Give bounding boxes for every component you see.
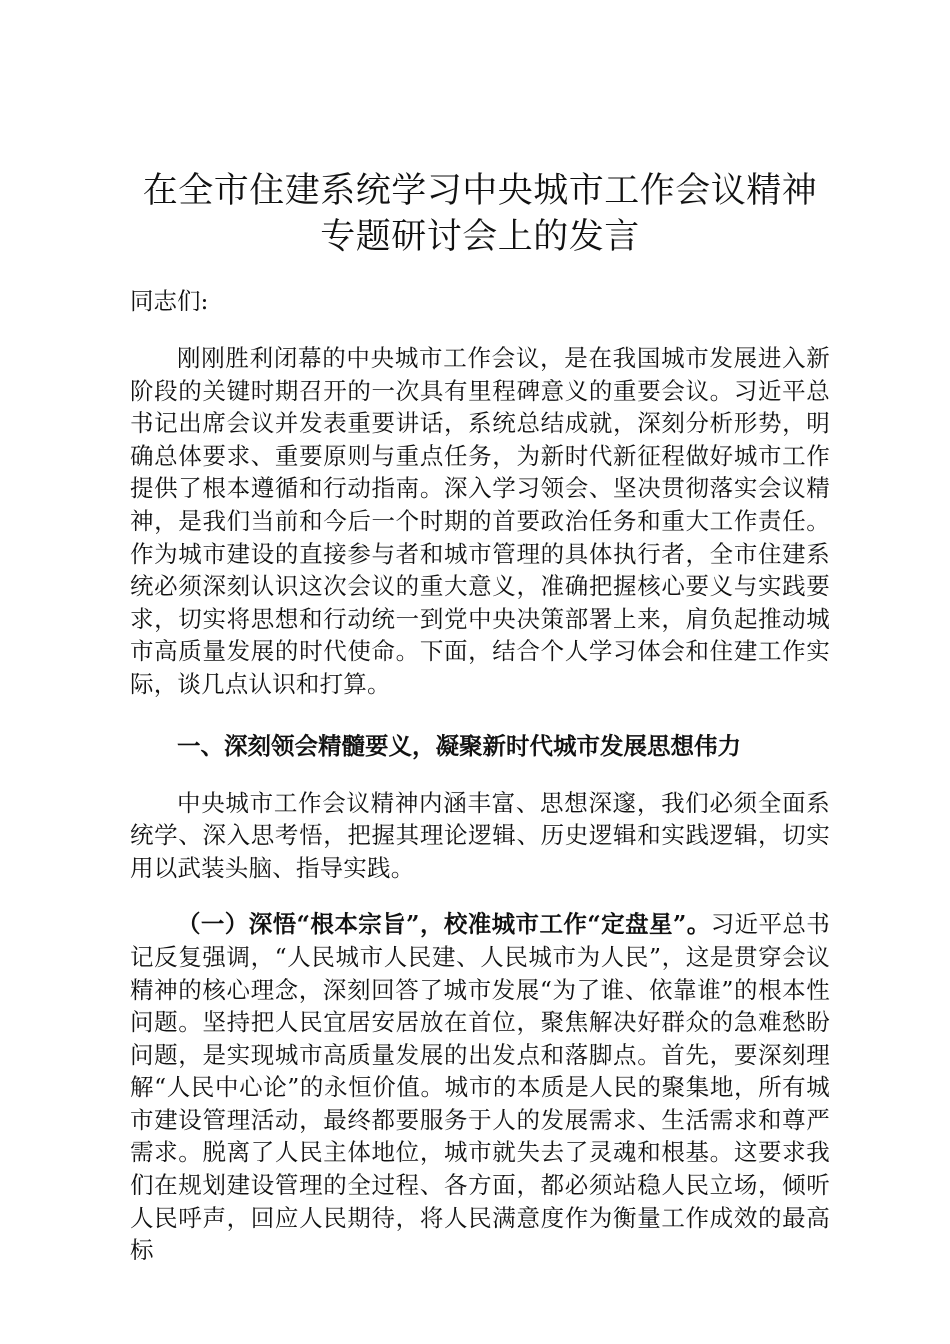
paragraph-section-1-intro: 中央城市工作会议精神内涵丰富、思想深邃，我们必须全面系统学、深入思考悟，把握其理论逻辑、历史逻辑和实践逻辑，切实用以武装头脑、指导实践。 [130, 788, 830, 882]
paragraph-subsection-1 [130, 908, 830, 1267]
paragraph-intro: 刚刚胜利闭幕的中央城市工作会议，是在我国城市发展进入新阶段的关键时期召开的一次具有里程碑意义的重要会议。习近平总书记出席会议并发表重要讲话，系统总结成就，深刻分析形势，明确总体要求、重要原则与重点任务，为新时代新征程做好城市工作提供了根本遵循和行动指南。深入学习领会、坚决贯彻落实会议精神，是我们当前和今后一个时期的首要政治任务和重大工作责任。作为城市建设的直接参与者和城市管理的具体执行者，全市住建系统必须深刻认识这次会议的重大意义，准确把握核心要义与实践要求，切实将思想和行动统一到党中央决策部署上来，肩负起推动城市高质量发展的时代使命。下面，结合个人学习体会和住建工作实际，谈几点认识和打算。 [130, 344, 830, 698]
subsection-1-heading: （一）深悟“根本宗旨”，校准城市工作“定盘星”。 [177, 910, 711, 939]
document-title: 在全市住建系统学习中央城市工作会议精神专题研讨会上的发言 [142, 171, 818, 257]
document-page [130, 168, 830, 1267]
section-heading-1: 一、深刻领会精髓要义，凝聚新时代城市发展思想伟力 [177, 731, 741, 760]
subsection-1-body: 习近平总书记反复强调，“人民城市人民建、人民城市为人民”，这是贯穿会议精神的核心理念，深刻回答了城市发展“为了谁、依靠谁”的根本性问题。坚持把人民宜居安居放在首位，聚焦解决好群众的急难愁盼问题，是实现城市高质量发展的出发点和落脚点。首先，要深刻理解“人民中心论”的永恒价值。城市的本质是人民的聚集地，所有城市建设管理活动，最终都要服务于人的发展需求、生活需求和尊严需求。脱离了人民主体地位，城市就失去了灵魂和根基。这要求我们在规划建设管理的全过程、各方面，都必须站稳人民立场，倾听人民呼声，回应人民期待，将人民满意度作为衡量工作成效的最高标 [130, 910, 831, 1265]
salutation: 同志们: [130, 287, 209, 315]
